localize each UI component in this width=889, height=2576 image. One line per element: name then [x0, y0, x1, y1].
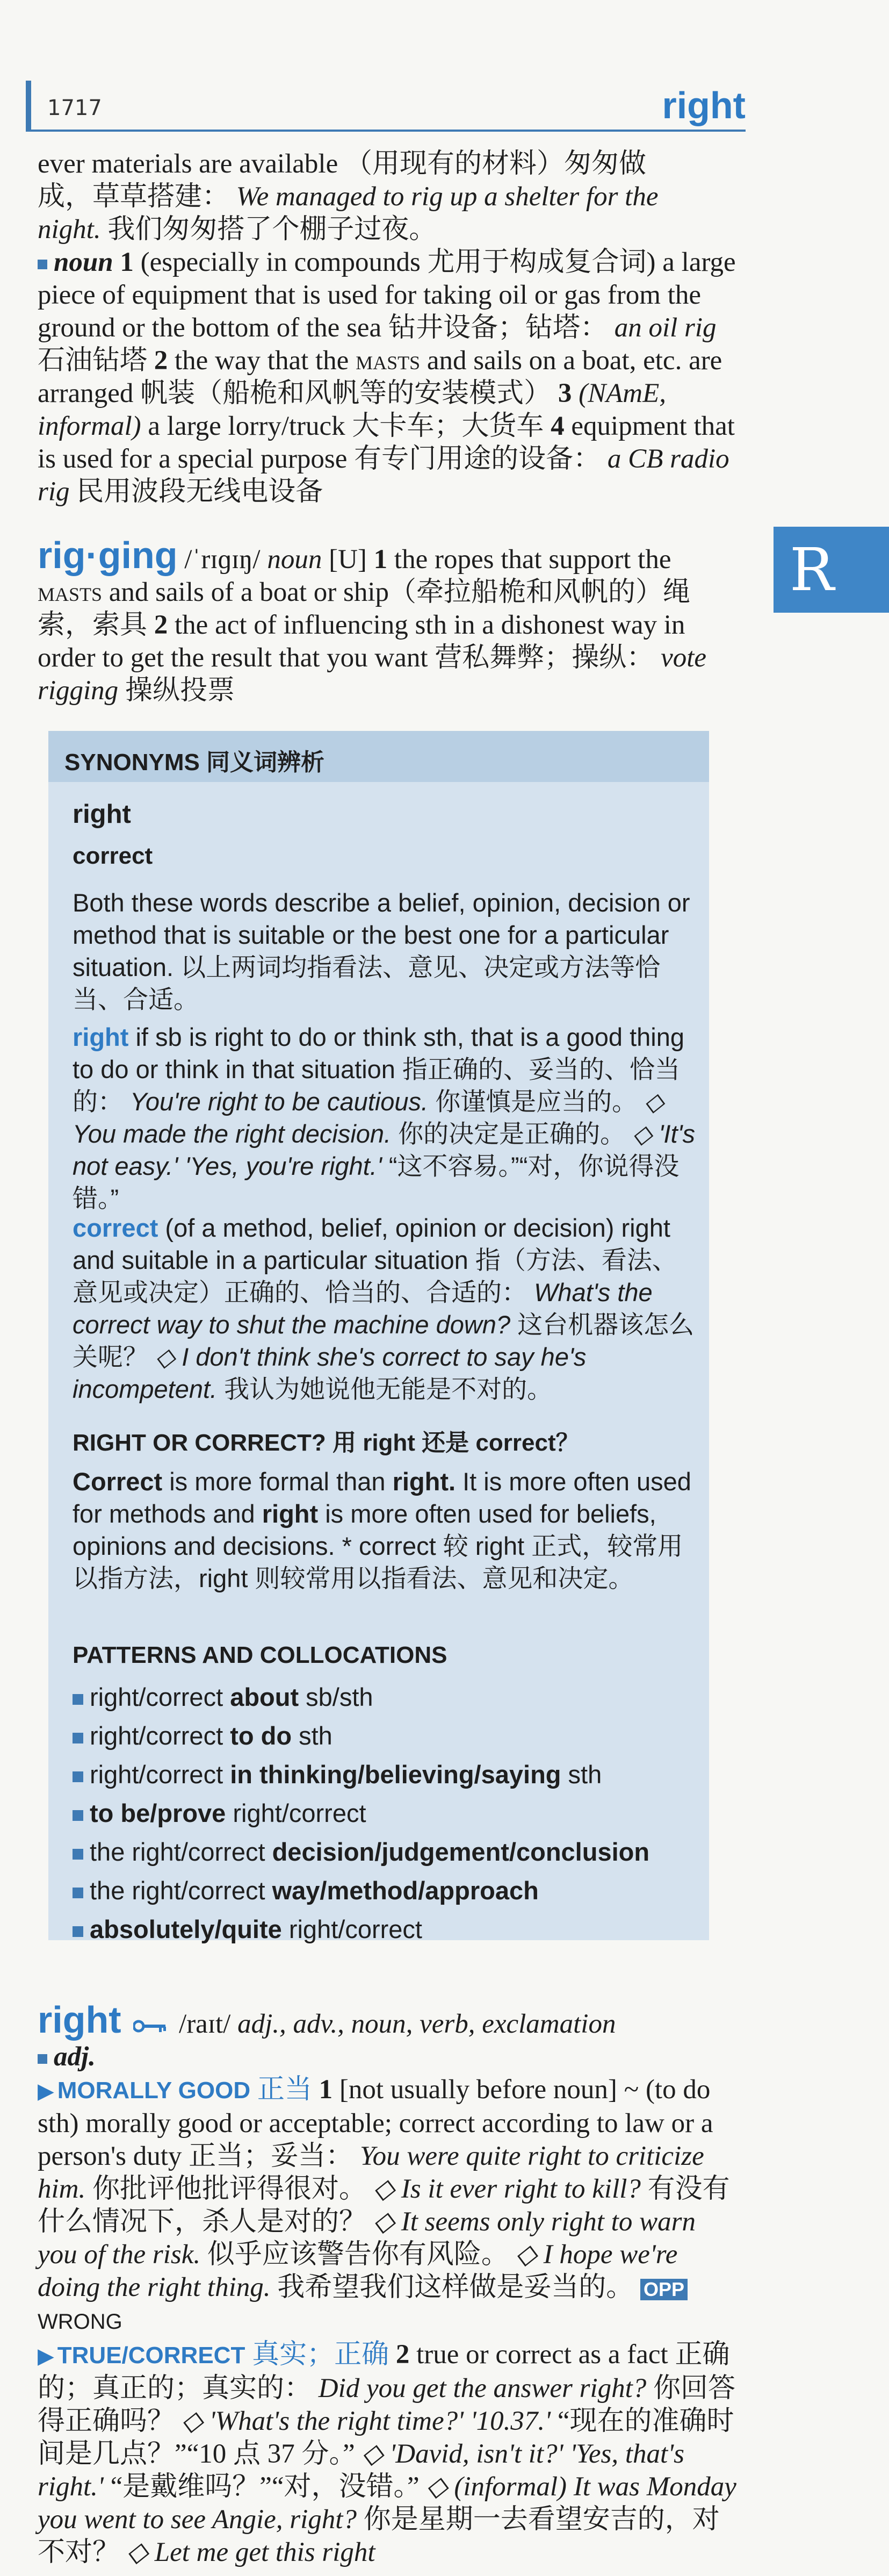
pattern-keyword: about — [230, 1683, 299, 1711]
pattern-keyword: way/method/approach — [272, 1876, 539, 1905]
translation: 我认为她说他无能是不对的。 — [224, 1375, 553, 1403]
example: We managed to rig up a shelter for the — [236, 182, 659, 212]
translation: 操纵投票 — [125, 676, 235, 706]
definition: and sails on a boat, etc. are arranged 帆装（船桅和风帆等的安装模式） — [38, 346, 722, 408]
pattern-text: sth — [561, 1760, 602, 1789]
example: Did you get the answer right? — [318, 2373, 647, 2403]
translation: 我希望我们这样做是妥当的。 — [277, 2272, 634, 2302]
translation: 你是星期一去看望安吉的，对不对？ — [38, 2505, 720, 2567]
bullet-icon — [73, 1771, 83, 1782]
sense-number: 1 — [319, 2075, 333, 2105]
usage-note-heading: RIGHT OR CORRECT? 用 right 还是 correct？ — [73, 1430, 580, 1456]
pattern-keyword: in thinking/believing/saying — [230, 1760, 561, 1789]
example: You're right to be cautious. — [130, 1087, 429, 1116]
pattern-item — [73, 1681, 696, 1713]
text: 成，草草搭建： — [38, 182, 230, 212]
translation: 石油钻塔 — [38, 346, 148, 376]
example: ◇ Is it ever right to kill? — [373, 2174, 641, 2204]
synonym-word: correct — [73, 843, 153, 869]
definition: the ropes that support the — [394, 544, 671, 575]
translation: 民用波段无线电设备 — [76, 477, 323, 507]
part-of-speech: noun — [267, 544, 322, 575]
pattern-text: right/correct — [90, 1721, 230, 1750]
synonyms-header — [48, 731, 709, 782]
example: You were quite right to criticize him. — [38, 2141, 704, 2204]
synonyms-box — [48, 731, 709, 1943]
part-of-speech: noun — [54, 247, 113, 277]
pattern-text: right/correct — [281, 1915, 422, 1943]
translation: “这不容易。”“对，你说得没错。” — [73, 1152, 680, 1212]
sense-number: 2 — [154, 346, 168, 376]
page-header — [26, 81, 746, 132]
translation: 我们匆匆搭了个棚子过夜。 — [107, 214, 437, 245]
shortcut-arrow-icon: ▶ — [38, 2344, 54, 2368]
definition: a large lorry/truck 大卡车；大货车 — [148, 411, 544, 441]
bullet-icon — [73, 1888, 83, 1898]
right-entry — [38, 1999, 741, 2569]
synonym-headword: correct — [73, 1214, 158, 1242]
patterns-list — [73, 1681, 696, 1946]
pattern-text: sb/sth — [299, 1683, 373, 1711]
example: ◇ You made the right decision. — [73, 1087, 664, 1148]
headword: rig·ging — [38, 534, 178, 576]
pattern-item — [73, 1913, 696, 1946]
bullet-icon — [73, 1694, 83, 1705]
example: vote rigging — [38, 643, 707, 706]
example: ◇ 'David, isn't it?' 'Yes, that's right.' — [38, 2439, 684, 2502]
example: ◇ 'It's not easy.' 'Yes, you're right.' — [73, 1120, 695, 1180]
sense-number: 2 — [395, 2340, 410, 2370]
pattern-item — [73, 1797, 696, 1829]
translation: 你批评他批评得很对。 — [92, 2174, 367, 2204]
translation: 有没有什么情况下，杀人是对的？ — [38, 2174, 730, 2237]
pattern-text: right/correct — [90, 1760, 230, 1789]
synonyms-title: SYNONYMS 同义词辨析 — [64, 749, 325, 776]
rig-noun-entry — [38, 246, 741, 508]
cross-reference[interactable]: masts — [38, 577, 103, 607]
patterns-section — [73, 1639, 696, 1952]
definition: if sb is right to do or think sth, that is a good thing to do or think in that situation 指正确的、妥当的、恰当的： — [73, 1023, 684, 1116]
bullet-icon — [73, 1926, 83, 1937]
pattern-text: right/correct — [226, 1799, 366, 1827]
example: ◇ I don't think she's correct to say he's incompetent. — [73, 1343, 587, 1403]
text: It is more often used for methods and — [73, 1467, 691, 1528]
definition: [not usually before noun] ~ (to do sth) morally good or acceptable; correct according to law or a person's duty 正当；妥当： — [38, 2075, 713, 2171]
example: an oil rig — [614, 313, 717, 343]
sense-number: 3 — [558, 378, 572, 408]
shortcut-arrow-icon: ▶ — [38, 2079, 54, 2103]
text: is more often used for beliefs, opinions and decisions. * correct 较 right 正式，较常用以指方法，right 则较常用以指看法、意见和决定。 — [73, 1499, 683, 1592]
pattern-item — [73, 1720, 696, 1752]
translation: 似乎应该警告你有风险。 — [207, 2240, 509, 2270]
translation: 你谨慎是应当的。 — [435, 1087, 638, 1116]
definition: (especially in compounds 尤用于构成复合词) a large piece of equipment that is used for taking oil or gas from the ground or the bottom of the sea 钻井设备；钻塔： — [38, 247, 736, 343]
translation: 这台机器该怎么关呢？ — [73, 1310, 695, 1371]
usage-label: (NAmE, informal) — [38, 378, 667, 441]
example: ◇ I hope we're doing the right thing. — [38, 2240, 678, 2302]
shortcut: TRUE/CORRECT — [57, 2342, 245, 2369]
translation: “是戴维吗？”“对，没错。” — [110, 2472, 420, 2502]
translation: “现在的准确时间是几点？”“10 点 37 分。” — [38, 2406, 734, 2469]
sense-number: 1 — [120, 247, 134, 277]
example: ◇ (informal) It was Monday you went to see Angie, right? — [38, 2472, 736, 2535]
text: ever materials are available — [38, 149, 338, 179]
pattern-item — [73, 1875, 696, 1907]
bullet-icon — [38, 260, 47, 269]
definition: the act of influencing sth in a dishonest way in order to get the result that you want 营私舞弊；操纵： — [38, 610, 685, 673]
pronunciation: /raɪt/ — [179, 2009, 231, 2039]
keyword: right. — [392, 1467, 456, 1496]
continuation-text — [38, 148, 741, 246]
part-of-speech: adj., adv., noun, verb, exclamation — [237, 2009, 616, 2039]
bullet-icon — [73, 1810, 83, 1821]
rigging-entry — [38, 534, 741, 707]
synonym-headword: right — [73, 1023, 129, 1051]
sense-number: 4 — [551, 411, 565, 441]
pattern-keyword: decision/judgement/conclusion — [272, 1838, 650, 1866]
definition: and sails of a boat or ship（牵拉船桅和风帆的）绳索，索具 — [38, 577, 691, 640]
example: ◇ 'What's the right time?' '10.37.' — [181, 2406, 551, 2436]
definition: the way that the — [175, 346, 349, 376]
synonym-word: right — [73, 800, 131, 829]
bullet-icon — [73, 1849, 83, 1860]
synonym-right — [73, 1021, 696, 1215]
opposite-badge: OPP — [640, 2279, 688, 2300]
text: （用现有的材料）匆匆做 — [344, 149, 646, 179]
sense-number: 2 — [154, 610, 168, 640]
pattern-keyword: absolutely/quite — [90, 1915, 282, 1943]
pattern-text: the right/correct — [90, 1876, 272, 1905]
keyword: right — [262, 1499, 319, 1528]
bullet-icon — [38, 2054, 47, 2064]
definition: true or correct as a fact 正确的；真正的；真实的： — [38, 2340, 730, 2403]
pattern-item — [73, 1759, 696, 1791]
translation: 你回答得正确吗？ — [38, 2373, 736, 2436]
synonym-words — [73, 798, 696, 872]
example: ◇ Let me get this right — [126, 2537, 375, 2567]
pattern-keyword: to do — [230, 1721, 292, 1750]
shortcut-translation: 正当 — [257, 2075, 312, 2105]
opposite-word[interactable]: WRONG — [38, 2310, 122, 2334]
thumb-index-tab[interactable]: R — [774, 527, 889, 613]
definition: (of a method, belief, opinion or decision) right and suitable in a particular situation 指（方法、看法、意见或决定）正确的、恰当的、合适的： — [73, 1214, 677, 1307]
grammar-label: [U] — [329, 544, 367, 575]
intro-text: Both these words describe a belief, opinion, decision or method that is suitable or the best one for a particular situation. 以上两词均指看法、意见、决定或方法等恰当、合适。 — [73, 888, 690, 1014]
pattern-text: sth — [292, 1721, 333, 1750]
running-head: right — [662, 84, 746, 126]
key-icon — [133, 2020, 167, 2033]
example: night. — [38, 214, 101, 245]
page-number: 1717 — [47, 96, 102, 120]
keyword: Correct — [73, 1467, 163, 1496]
pronunciation: /ˈrɪɡɪŋ/ — [184, 544, 261, 575]
patterns-heading: PATTERNS AND COLLOCATIONS — [73, 1642, 447, 1668]
pattern-text: right/correct — [90, 1683, 230, 1711]
pattern-item — [73, 1836, 696, 1868]
synonym-correct — [73, 1212, 696, 1405]
header-underline — [26, 130, 746, 132]
example: a CB radio rig — [38, 444, 729, 507]
headword: right — [38, 1999, 121, 2041]
text: is more formal than — [169, 1467, 386, 1496]
shortcut-translation: 真实；正确 — [252, 2340, 389, 2370]
pattern-keyword: to be/prove — [90, 1799, 226, 1827]
example: ◇ It seems only right to warn you of the risk. — [38, 2207, 696, 2270]
synonyms-intro — [73, 887, 696, 1016]
example: What's the correct way to shut the machine down? — [73, 1278, 653, 1339]
pattern-text: the right/correct — [90, 1838, 272, 1866]
cross-reference[interactable]: masts — [356, 346, 421, 376]
bullet-icon — [73, 1733, 83, 1743]
definition: equipment that is used for a special purpose 有专门用途的设备： — [38, 411, 735, 474]
shortcut: MORALLY GOOD — [57, 2077, 251, 2104]
part-of-speech: adj. — [54, 2042, 96, 2072]
sense-number: 1 — [373, 544, 388, 575]
usage-note — [73, 1427, 696, 1595]
header-rule — [26, 81, 31, 132]
translation: 你的决定是正确的。 — [398, 1120, 626, 1148]
